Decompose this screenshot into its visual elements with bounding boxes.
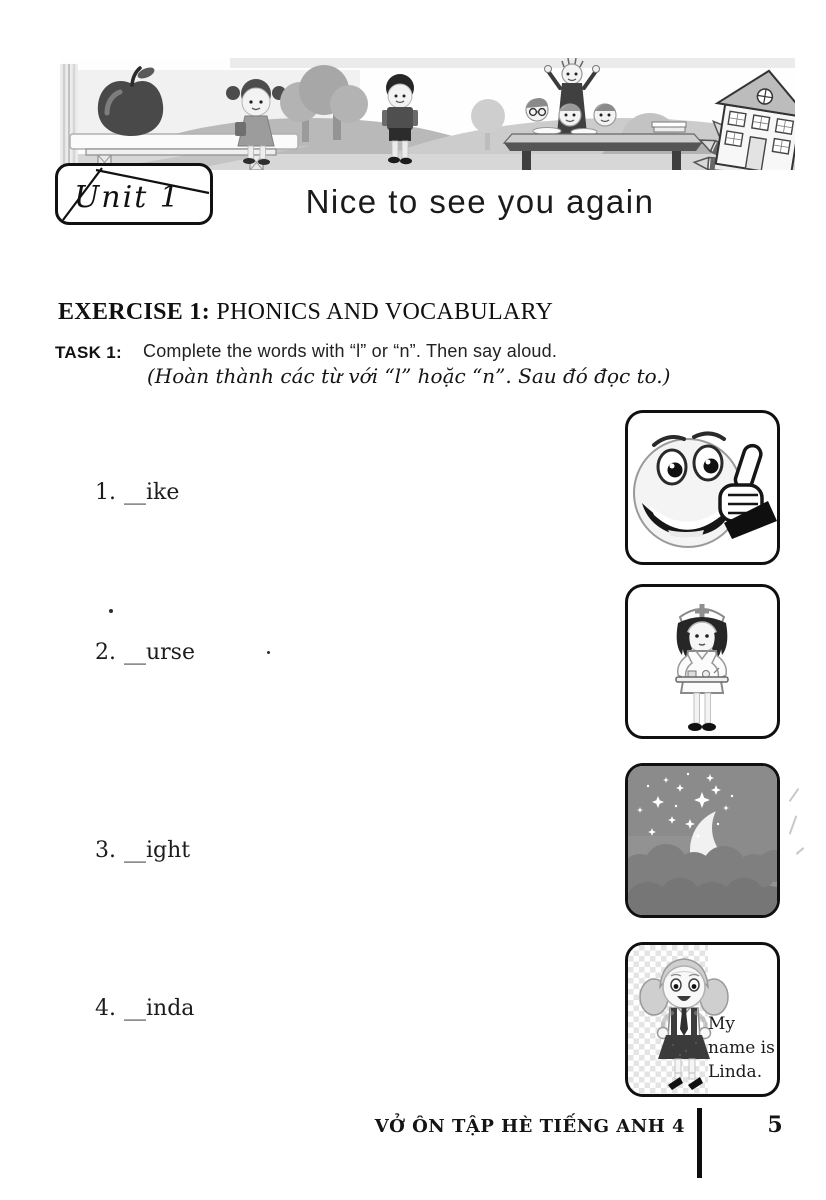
item-number: 4. [95, 996, 116, 1021]
word-item-3 [95, 838, 190, 863]
unit-title: Nice to see you again [305, 183, 655, 220]
page-number: 5 [767, 1112, 783, 1138]
scan-speck [109, 609, 113, 613]
item-word: __ight [124, 838, 191, 863]
pen-mark [789, 788, 800, 802]
exercise-name: PHONICS AND VOCABULARY [216, 299, 554, 325]
word-item-4 [95, 996, 194, 1021]
linda-caption: My name is Linda. [708, 1014, 775, 1082]
banner-illustration [60, 58, 795, 170]
item-number: 1. [95, 480, 116, 505]
task-label: TASK 1: [55, 343, 122, 362]
item-word: __urse [124, 640, 195, 665]
pen-mark [789, 815, 798, 834]
image-nurse [625, 584, 780, 739]
bookshelf-stripes-icon [60, 64, 78, 170]
exercise-heading [58, 299, 553, 326]
pen-mark [796, 847, 805, 855]
item-word: __inda [124, 996, 195, 1021]
nurse-icon [628, 587, 777, 736]
footer-book-title: VỞ ÔN TẬP HÈ TIẾNG ANH 4 [374, 1116, 685, 1137]
word-item-1 [95, 480, 179, 505]
unit-badge [55, 163, 213, 225]
task-instruction: Complete the words with “l” or “n”. Then say aloud. [143, 341, 558, 361]
scan-speck [267, 651, 270, 654]
item-number: 2. [95, 640, 116, 665]
thumbs-up-smiley-icon [628, 413, 777, 562]
item-word: __ike [124, 480, 180, 505]
unit-label: Unit 1 [74, 180, 181, 215]
image-night-sky-moon [625, 763, 780, 918]
banner-scene [60, 58, 795, 170]
night-sky-moon-icon [628, 766, 777, 915]
task-translation: (Hoàn thành các từ với “l” hoặc “n”. Sau đó đọc to.) [147, 364, 671, 388]
word-item-2 [95, 640, 195, 665]
exercise-label: EXERCISE 1: [58, 299, 210, 325]
item-number: 3. [95, 838, 116, 863]
footer-divider [697, 1108, 702, 1178]
image-thumbs-up-smiley [625, 410, 780, 565]
image-schoolgirl-linda [625, 942, 780, 1097]
